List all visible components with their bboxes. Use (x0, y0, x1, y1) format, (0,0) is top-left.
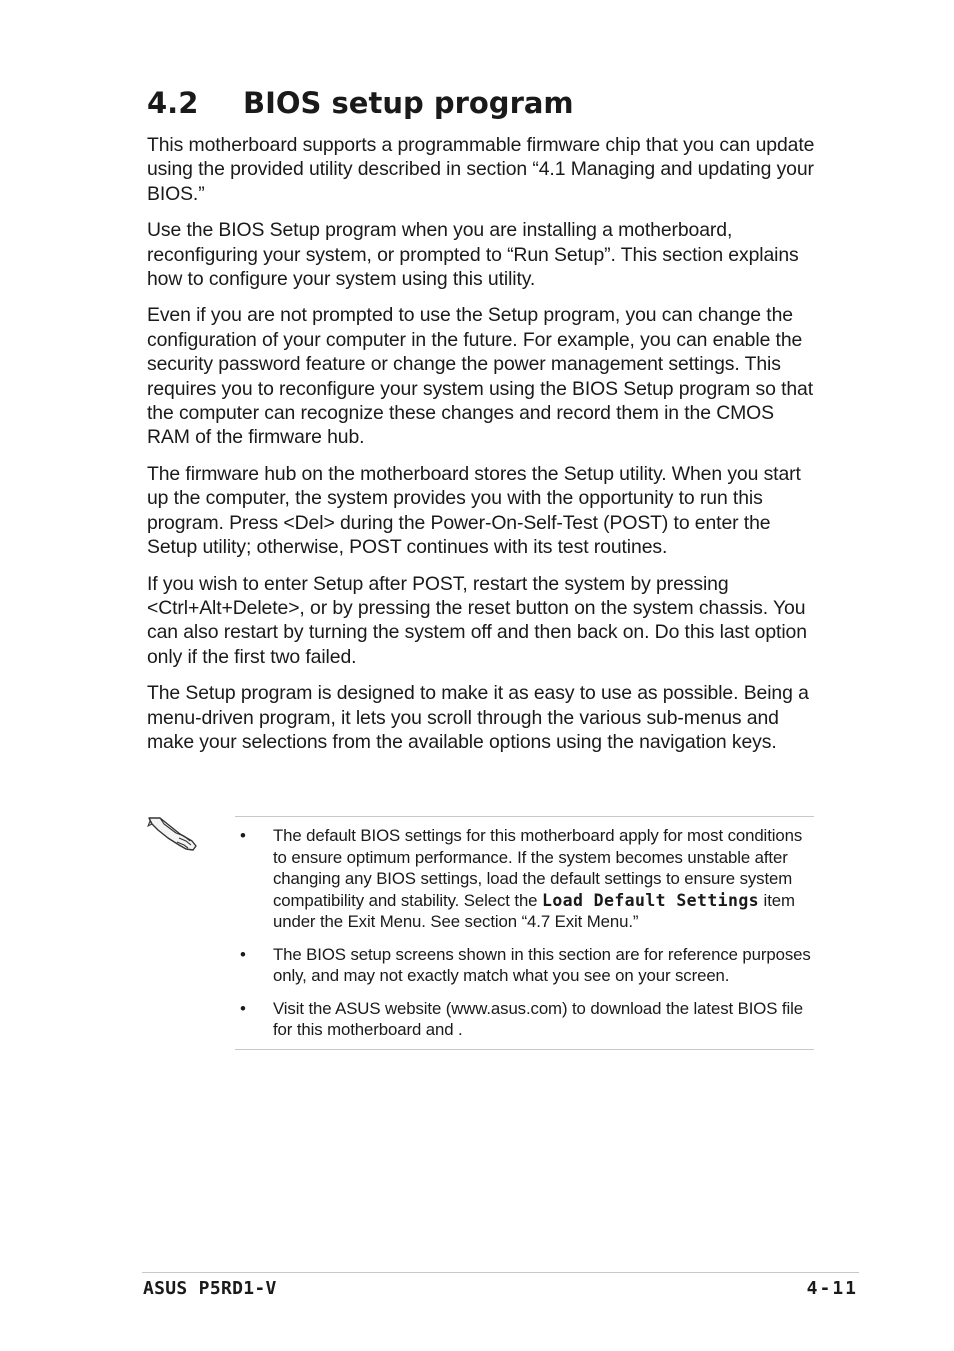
note-list (235, 825, 814, 1041)
section-heading (147, 84, 574, 122)
page-number: 4-11 (806, 1278, 858, 1299)
note-box (235, 816, 814, 1050)
note-item (235, 944, 814, 987)
paragraph: Use the BIOS Setup program when you are installing a motherboard, reconfiguring your system, or prompted to “Run Setup”. This section explains how to configure your system using this utility. (147, 219, 799, 291)
paragraph: This motherboard supports a programmable firmware chip that you can update using the provided utility described in section “4.1 Managing and updating your BIOS.” (147, 134, 815, 205)
section-title: BIOS setup program (243, 86, 574, 120)
paragraph: The firmware hub on the motherboard stores the Setup utility. When you start up the computer, the system provides you with the opportunity to run this program. Press <Del> during the Power-On-Self-Test (POST) to enter the Setup utility; otherwise, POST continues with its test routines. (147, 462, 801, 559)
section-number: 4.2 (147, 86, 199, 120)
menu-item-reference: Load Default Settings (541, 890, 759, 910)
body-text (147, 133, 817, 766)
note-text: item under the Exit Menu. See section “4.7 Exit Menu.” (273, 890, 795, 931)
bullet: • (240, 998, 246, 1018)
footer-product-name: ASUS P5RD1-V (143, 1278, 277, 1299)
note-item (235, 825, 814, 933)
bullet: • (240, 826, 246, 845)
paragraph: The Setup program is designed to make it as easy to use as possible. Being a menu-driven program, it lets you scroll through the various sub-menus and make your selections from the available options using the navigation keys. (147, 682, 809, 753)
note-text: Visit the ASUS website (www.asus.com) to download the latest BIOS file for this motherboard and . (273, 998, 803, 1039)
bullet: • (240, 944, 246, 964)
footer-divider (142, 1272, 859, 1273)
pointing-hand-icon (146, 814, 200, 854)
paragraph: If you wish to enter Setup after POST, restart the system by pressing <Ctrl+Alt+Delete>, or by pressing the reset button on the system chassis. You can also restart by turning the system off and then back on. Do this last option only if the first two failed. (147, 572, 807, 668)
paragraph: Even if you are not prompted to use the Setup program, you can change the configuration of your computer in the future. For example, you can enable the security password feature or change the power management settings. This requires you to reconfigure your system using the BIOS Setup program so that the computer can recognize these changes and record them in the CMOS RAM of the firmware hub. (147, 304, 814, 449)
note-text: The default BIOS settings for this motherboard apply for most conditions to ensure optimum performance. If the system becomes unstable after changing any BIOS settings, load the default settings to ensure system compatibility and stability. Select the (273, 826, 803, 910)
note-item (235, 998, 814, 1041)
note-text: The BIOS setup screens shown in this section are for reference purposes only, and may not exactly match what you see on your screen. (273, 944, 811, 985)
